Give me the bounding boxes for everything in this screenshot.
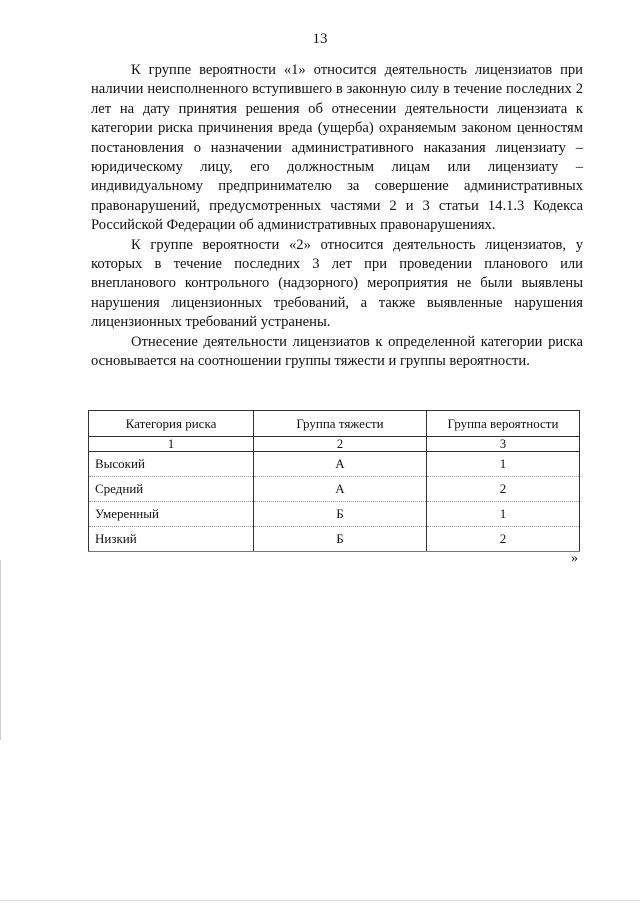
- severity-group-cell: Б: [254, 527, 427, 552]
- paragraph-probability-group-1: К группе вероятности «1» относится деятельность лицензиатов при наличии неисполненного вступившего в законную силу в течение последних 2 лет на дату принятия решения об отнесении деятельности лицензиата к категории риска причинения вреда (ущерба) охраняемым законом ценностям постановления о назначении административного наказания лицензиату – юридическому лицу, его должностным лицам или лицензиату – индивидуальному предпринимателю за совершение административных правонарушений, предусмотренных частями 2 и 3 статьи 14.1.3 Кодекса Российской Федерации об административных правонарушениях.: [91, 62, 583, 234]
- table-row: [89, 502, 580, 527]
- severity-group-cell: Б: [254, 502, 427, 527]
- column-number: 2: [254, 437, 427, 452]
- severity-group-cell: А: [254, 477, 427, 502]
- probability-group-cell: 2: [427, 527, 580, 552]
- scan-bottom-line: [0, 900, 640, 901]
- closing-quote-mark: »: [571, 551, 578, 566]
- paragraph-probability-group-2: К группе вероятности «2» относится деятельность лицензиатов, у которых в течение последних 3 лет при проведении планового или внепланового контрольного (надзорного) мероприятия не были выявлены нарушения лицензионных требований, а также выявленные нарушения лицензионных требований устранены.: [91, 236, 583, 331]
- column-number: 1: [89, 437, 254, 452]
- scan-edge-line: [0, 560, 1, 740]
- probability-group-cell: 2: [427, 477, 580, 502]
- header-probability-group: Группа вероятности: [427, 411, 580, 437]
- column-number: 3: [427, 437, 580, 452]
- column-number-row: [89, 437, 580, 452]
- table-row: [89, 452, 580, 477]
- table-header-row: [89, 411, 580, 437]
- risk-category-cell: Высокий: [89, 452, 254, 477]
- paragraph-risk-category-basis: Отнесение деятельности лицензиатов к определенной категории риска основывается на соотношении группы тяжести и группы вероятности.: [91, 333, 583, 370]
- risk-category-cell: Низкий: [89, 527, 254, 552]
- table-row: [89, 527, 580, 552]
- probability-group-cell: 1: [427, 502, 580, 527]
- document-body: [91, 61, 583, 372]
- risk-category-cell: Средний: [89, 477, 254, 502]
- probability-group-cell: 1: [427, 452, 580, 477]
- risk-category-cell: Умеренный: [89, 502, 254, 527]
- header-severity-group: Группа тяжести: [254, 411, 427, 437]
- severity-group-cell: А: [254, 452, 427, 477]
- header-risk-category: Категория риска: [89, 411, 254, 437]
- table-row: [89, 477, 580, 502]
- risk-category-table: [88, 410, 580, 552]
- page-number: 13: [312, 31, 328, 47]
